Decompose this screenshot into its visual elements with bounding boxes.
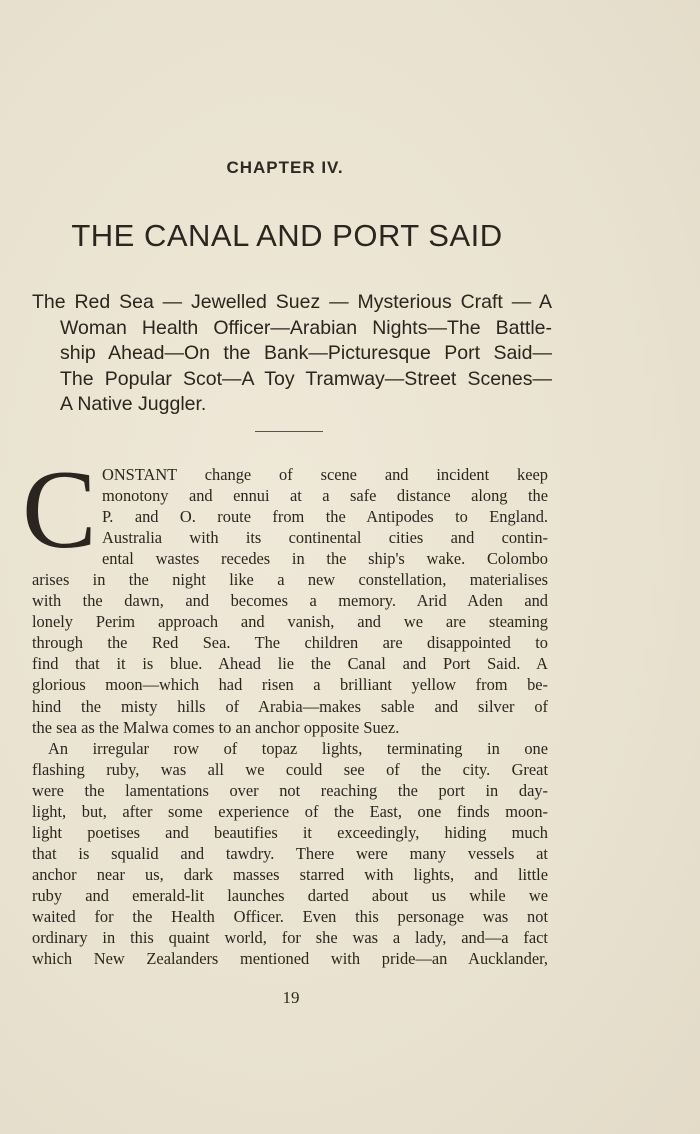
body-text [32,464,548,969]
text-line: light, but, after some experience of the East, one finds moon- [32,801,548,821]
text-line: the sea as the Malwa comes to an anchor opposite Suez. [32,717,400,737]
text-line: find that it is blue. Ahead lie the Canal and Port Said. A [32,654,548,674]
chapter-title: THE CANAL AND PORT SAID [71,218,503,253]
text-line: An irregular row of topaz lights, terminating in one [48,738,548,758]
text-line: waited for the Health Officer. Even this personage was not [32,906,548,926]
text-line: monotony and ennui at a safe distance along the [102,486,548,506]
text-line: were the lamentations over not reaching the port in day- [32,780,548,800]
text-line: anchor near us, dark masses starred with lights, and little [32,864,548,884]
drop-cap: C [22,448,97,572]
section-divider [255,431,323,432]
synopsis-line: The Popular Scot—A Toy Tramway—Street Scenes— [60,367,552,390]
text-line: Australia with its continental cities and contin- [102,528,548,548]
chapter-synopsis [32,290,552,418]
text-line: P. and O. route from the Antipodes to England. [102,507,548,527]
page-number: 19 [282,988,300,1007]
text-line: which New Zealanders mentioned with pride—an Aucklander, [32,949,548,969]
text-line: that is squalid and tawdry. There were many vessels at [32,843,548,863]
synopsis-line: Woman Health Officer—Arabian Nights—The Battle- [60,316,552,339]
text-line: light poetises and beautifies it exceedingly, hiding much [32,822,548,842]
synopsis-line: A Native Juggler. [60,393,207,416]
text-line: ONSTANT change of scene and incident keep [102,465,548,484]
text-line: lonely Perim approach and vanish, and we are steaming [32,612,548,632]
synopsis-line: The Red Sea — Jewelled Suez — Mysterious Craft — A [32,291,552,313]
text-line: glorious moon—which had risen a brilliant yellow from be- [32,675,548,695]
text-line: hind the misty hills of Arabia—makes sable and silver of [32,696,548,716]
text-line: through the Red Sea. The children are disappointed to [32,633,548,653]
synopsis-line: ship Ahead—On the Bank—Picturesque Port Said— [60,342,552,365]
text-line: ordinary in this quaint world, for she was a lady, and—a fact [32,928,548,948]
text-line: ental wastes recedes in the ship's wake. Colombo [102,549,548,569]
text-line: flashing ruby, was all we could see of the city. Great [32,759,548,779]
text-line: ruby and emerald-lit launches darted about us while we [32,885,548,905]
text-line: arises in the night like a new constellation, materialises [32,570,548,590]
chapter-label: CHAPTER IV. [226,158,344,177]
text-line: with the dawn, and becomes a memory. Arid Aden and [32,591,548,611]
